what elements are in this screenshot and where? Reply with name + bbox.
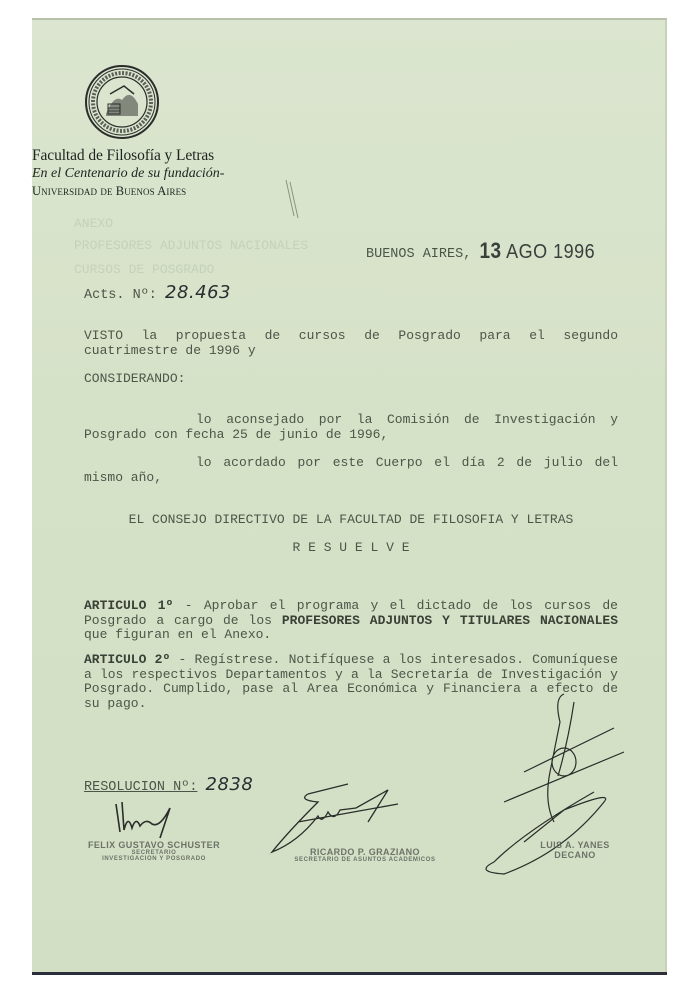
article-1-tail: que figuran en el Anexo. bbox=[84, 627, 272, 642]
bleedthrough-text: CURSOS DE POSGRADO bbox=[74, 262, 215, 277]
university-seal-icon bbox=[84, 64, 160, 140]
signature-block-2 bbox=[280, 847, 450, 863]
acts-number: 28.463 bbox=[165, 282, 232, 303]
university-name: Universidad de Buenos Aires bbox=[32, 184, 187, 198]
signatory-title: SECRETARIO bbox=[131, 850, 177, 856]
resolution-number: 2838 bbox=[205, 774, 254, 795]
considerando-label: CONSIDERANDO: bbox=[84, 371, 186, 386]
date-line bbox=[366, 241, 595, 263]
considerando-1 bbox=[84, 413, 618, 442]
date-month-year: AGO 1996 bbox=[506, 239, 596, 263]
date-place: BUENOS AIRES, bbox=[366, 247, 472, 262]
date-stamp bbox=[479, 239, 595, 264]
pencil-mark bbox=[282, 178, 302, 220]
resuelve-heading: R E S U E L V E bbox=[292, 540, 410, 555]
article-1-text: - Aprobar el programa y el dictado de los cursos de Posgrado a cargo de los bbox=[84, 598, 618, 628]
signatory-name: LUIS A. YANES bbox=[540, 840, 610, 850]
acts-number-line bbox=[84, 282, 231, 303]
bleedthrough-text: PROFESORES ADJUNTOS NACIONALES bbox=[74, 238, 309, 253]
council-heading: EL CONSEJO DIRECTIVO DE LA FACULTAD DE FILOSOFIA Y LETRAS bbox=[128, 512, 574, 527]
article-1-bold: PROFESORES ADJUNTOS Y TITULARES NACIONALES bbox=[281, 612, 619, 628]
signature-block-3 bbox=[520, 840, 630, 860]
acts-label: Acts. Nº: bbox=[84, 288, 157, 303]
resolution-line bbox=[84, 774, 253, 795]
document-page bbox=[32, 18, 667, 975]
visto-paragraph: VISTO la propuesta de cursos de Posgrado para el segundo cuatrimestre de 1996 y bbox=[84, 328, 618, 358]
signatory-name: RICARDO P. GRAZIANO bbox=[310, 847, 420, 857]
signatory-name: FELIX GUSTAVO SCHUSTER bbox=[88, 840, 220, 850]
article-1 bbox=[84, 599, 618, 643]
signatory-subtitle: INVESTIGACION Y POSGRADO bbox=[102, 856, 206, 862]
article-1-label: ARTICULO 1º bbox=[84, 598, 174, 613]
signatory-title: SECRETARIO DE ASUNTOS ACADEMICOS bbox=[294, 857, 436, 863]
bleedthrough-text: ANEXO bbox=[74, 216, 114, 231]
signature-schuster bbox=[112, 800, 182, 840]
resolution-label: RESOLUCION Nº: bbox=[84, 780, 198, 795]
considerando-2-text: lo acordado por este Cuerpo el día 2 de julio del mismo año, bbox=[84, 455, 618, 485]
signatory-title: DECANO bbox=[554, 850, 596, 860]
considerando-1-text: lo aconsejado por la Comisión de Investigación y Posgrado con fecha 25 de junio de 1996, bbox=[84, 412, 618, 442]
article-2-label: ARTICULO 2º bbox=[84, 652, 171, 667]
considerando-2 bbox=[84, 456, 618, 485]
article-2-text: - Regístrese. Notifíquese a los interesados. Comuníquese a los respectivos Departamentos y a la Secretaría de Investigación y Posgrado. Cumplido, pase al Area Económica y Financiera a efecto de su pago. bbox=[84, 652, 618, 711]
faculty-name: Facultad de Filosofía y Letras bbox=[32, 147, 215, 164]
centenary-motto: En el Centenario de su fundación- bbox=[32, 166, 225, 181]
signature-block-1 bbox=[74, 840, 234, 862]
date-day: 13 bbox=[479, 239, 502, 264]
